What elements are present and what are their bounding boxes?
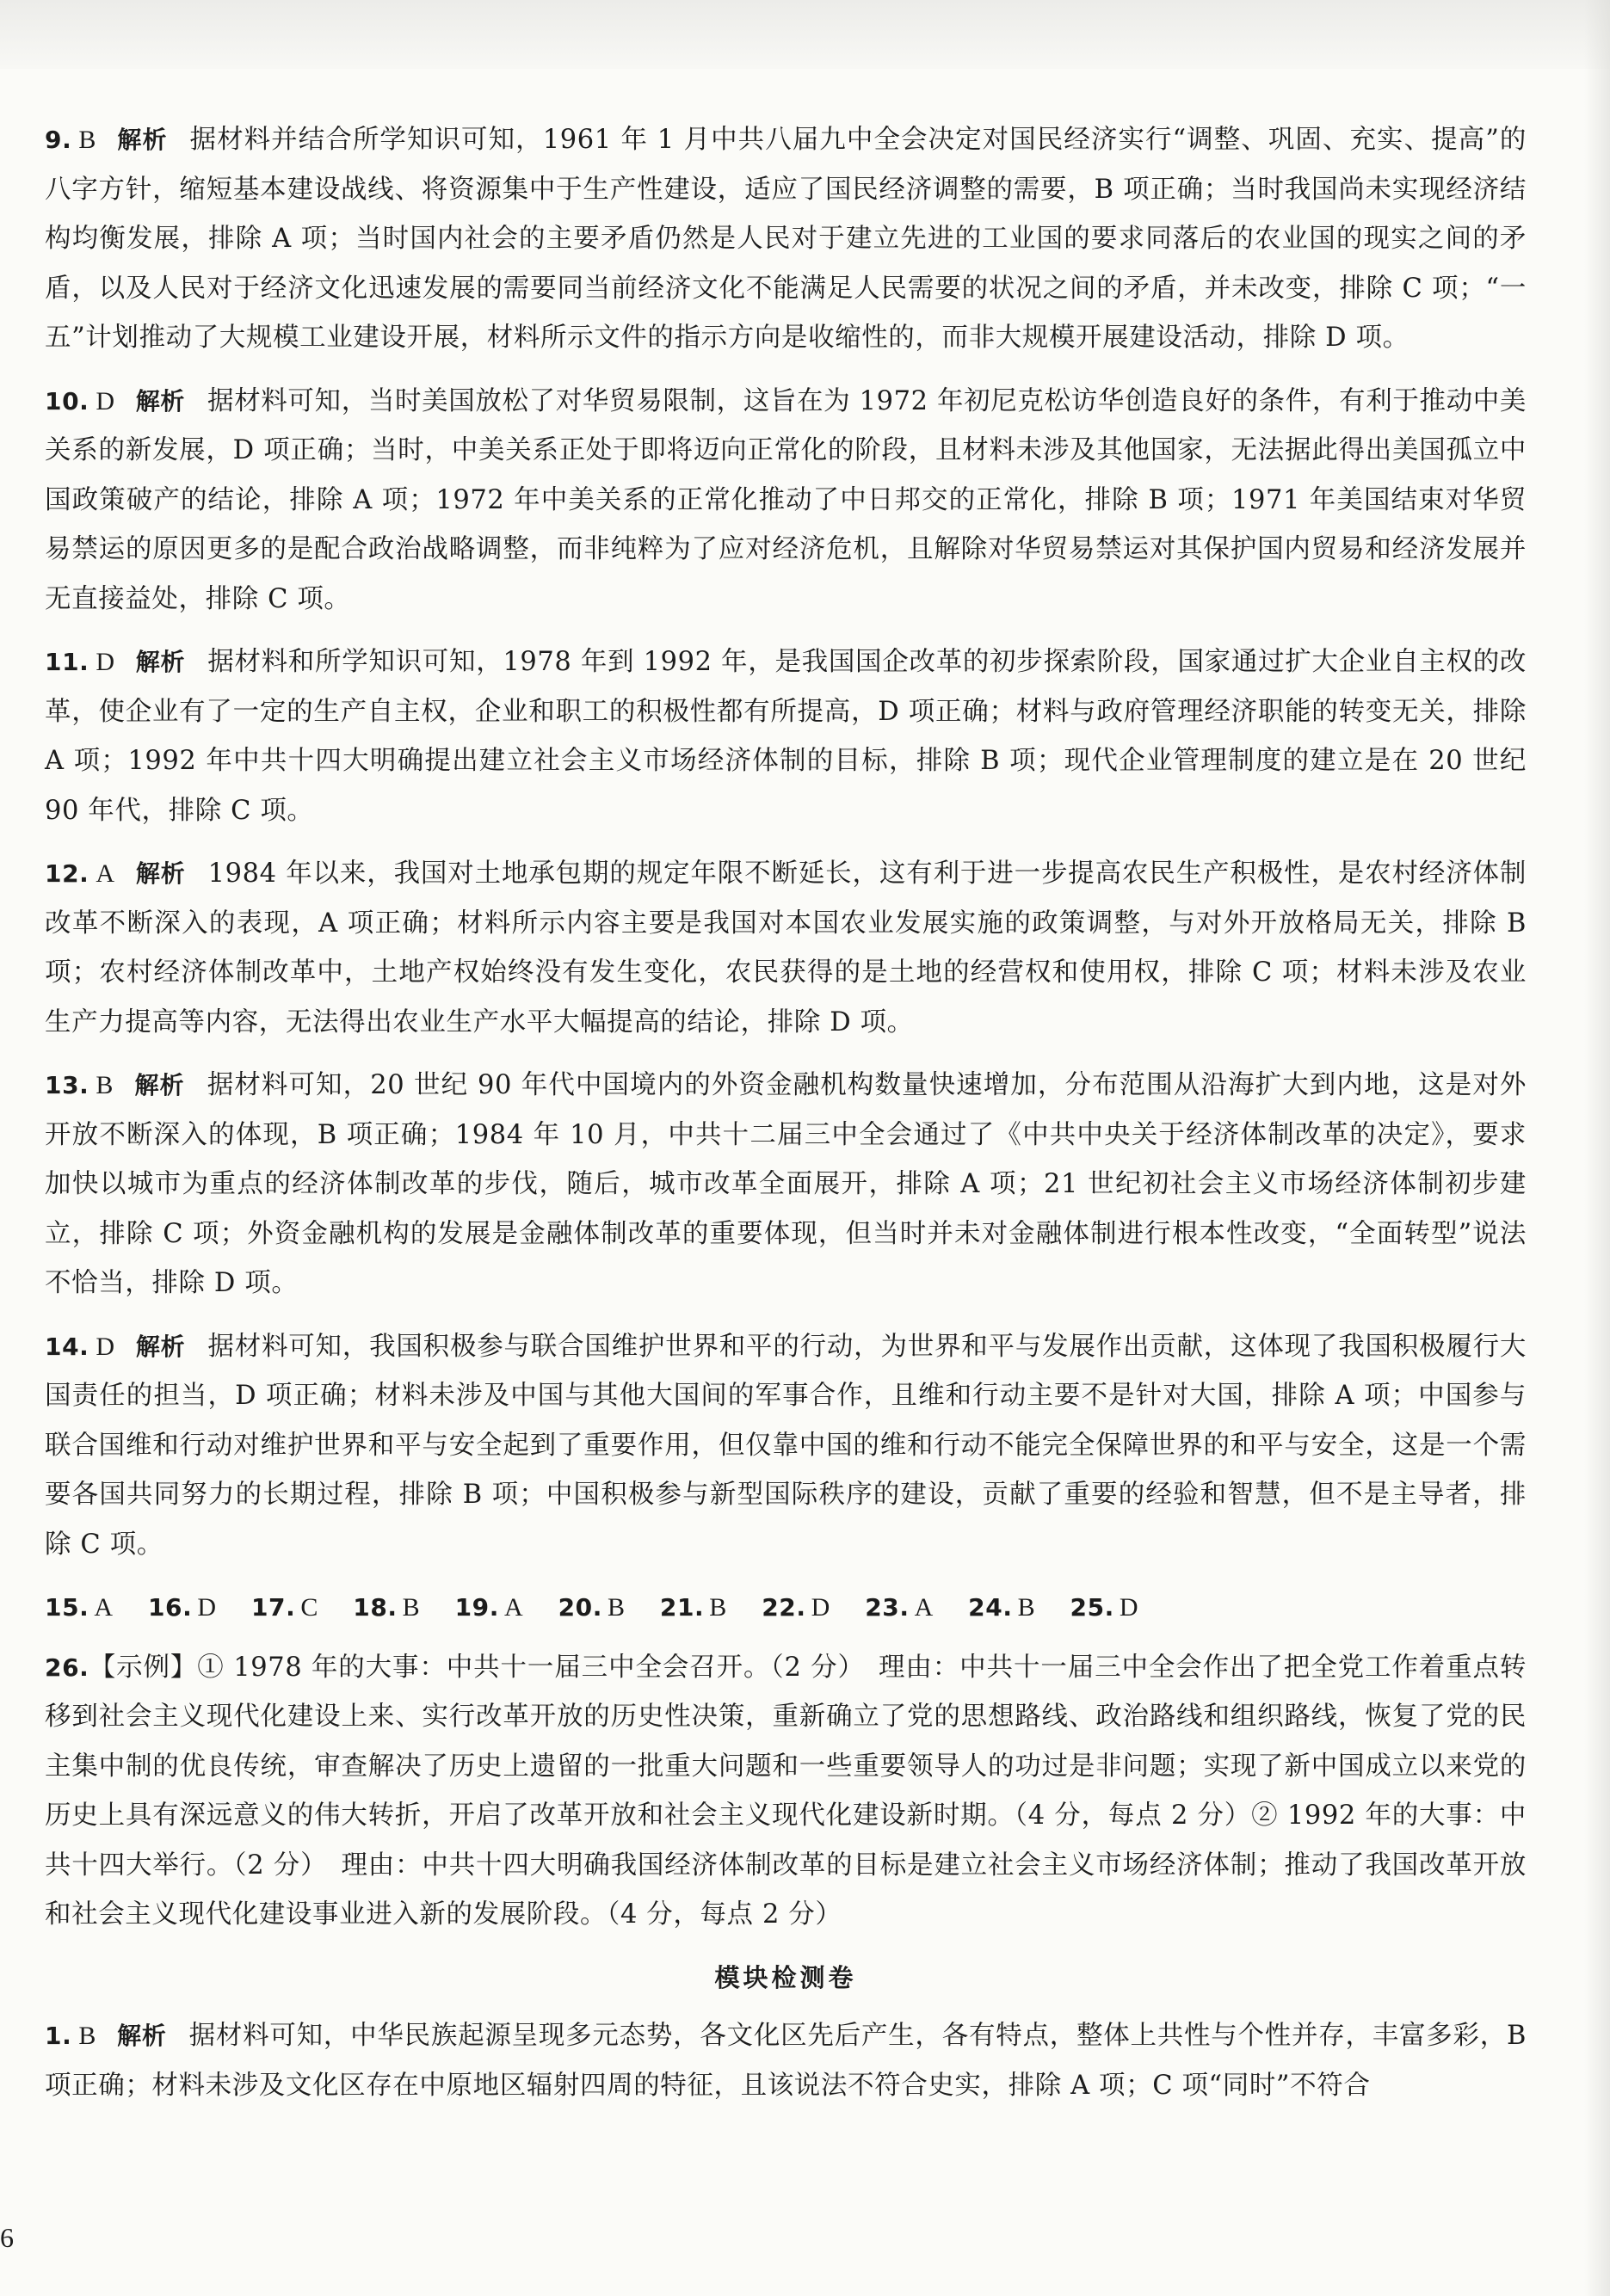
answer-choice: B [96,1071,114,1099]
question-number: 13. [45,1071,89,1099]
module-answer-item-1 [45,2011,1527,2110]
analysis-text: 据材料并结合所学知识可知，1961 年 1 月中共八届九中全会决定对国民经济实行“调整、巩固、充实、提高”的八字方针，缩短基本建设战线、将资源集中于生产性建设，适应了国民经济调整的需要，B 项正确；当时我国尚未实现经济结构均衡发展，排除 A 项；当时国内社会的主要矛盾仍然是人民对于建立先进的工业国的要求同落后的农业国的现实之间的矛盾，以及人民对于经济文化迅速发展的需要同当前经济文化不能满足人民需要的状况之间的矛盾，并未改变，排除 C 项；“一五”计划推动了大规模工业建设开展，材料所示文件的指示方向是收缩性的，而非大规模开展建设活动，排除 D 项。 [45,125,1527,353]
example-text: ① 1978 年的大事：中共十一届三中全会召开。（2 分） 理由：中共十一届三中全会作出了把全党工作着重点转移到社会主义现代化建设上来、实行改革开放的历史性决策，重新确立了党的思想路线、政治路线和组织路线，恢复了党的民主集中制的优良传统，审查解决了历史上遗留的一批重大问题和一些重要领导人的功过是非问题；实现了新中国成立以来党的历史上具有深远意义的伟大转折，开启了改革开放和社会主义现代化建设新时期。（4 分，每点 2 分）② 1992 年的大事：中共十四大举行。（2 分） 理由：中共十四大明确我国经济体制改革的目标是建立社会主义市场经济体制；推动了我国改革开放和社会主义现代化建设事业进入新的发展阶段。（4 分，每点 2 分） [45,1652,1527,1930]
quick-answer-19 [455,1592,524,1622]
quick-answer-24 [968,1592,1035,1622]
quick-answer-17 [251,1592,318,1622]
analysis-text: 据材料可知，我国积极参与联合国维护世界和平的行动，为世界和平与发展作出贡献，这体现了我国积极履行大国责任的担当，D 项正确；材料未涉及中国与其他大国间的军事合作，且维和行动主要不是针对大国，排除 A 项；中国参与联合国维和行动对维护世界和平与安全起到了重要作用，但仅靠中国的维和行动不能完全保障世界的和平与安全，这是一个需要各国共同努力的长期过程，排除 B 项；中国积极参与新型国际秩序的建设，贡献了重要的经验和智慧，但不是主导者，排除 C 项。 [45,1331,1527,1560]
answer-choice: B [607,1593,626,1622]
analysis-text: 据材料可知，当时美国放松了对华贸易限制，这旨在为 1972 年初尼克松访华创造良好的条件，有利于推动中美关系的新发展，D 项正确；当时，中美关系正处于即将迈向正常化的阶段，且材料未涉及其他国家，无法据此得出美国孤立中国政策破产的结论，排除 A 项；1972 年中美关系的正常化推动了中日邦交的正常化，排除 B 项；1971 年美国结束对华贸易禁运的原因更多的是配合政治战略调整，而非纯粹为了应对经济危机，且解除对华贸易禁运对其保护国内贸易和经济发展并无直接益处，排除 C 项。 [45,385,1527,614]
analysis-label: 解析 [135,859,186,888]
analysis-text: 据材料和所学知识可知，1978 年到 1992 年，是我国国企改革的初步探索阶段，国家通过扩大企业自主权的改革，使企业有了一定的生产自主权，企业和职工的积极性都有所提高，D 项正确；材料与政府管理经济职能的转变无关，排除 A 项；1992 年中共十四大明确提出建立社会主义市场经济体制的目标，排除 B 项；现代企业管理制度的建立是在 20 世纪 90 年代，排除 C 项。 [45,647,1527,826]
quick-answer-23 [865,1592,934,1622]
example-label: 【示例】 [89,1652,198,1683]
analysis-text: 据材料可知，20 世纪 90 年代中国境内的外资金融机构数量快速增加，分布范围从沿海扩大到内地，这是对外开放不断深入的体现，B 项正确；1984 年 10 月，中共十二届三中全会通过了《中共中央关于经济体制改革的决定》，要求加快以城市为重点的经济体制改革的步伐，随后，城市改革全面展开，排除 A 项；21 世纪初社会主义市场经济体制初步建立，排除 C 项；外资金融机构的发展是金融体制改革的重要体现，但当时并未对金融体制进行根本性改变，“全面转型”说法不恰当，排除 D 项。 [45,1070,1527,1298]
answer-choice: B [78,2022,96,2050]
analysis-label: 解析 [116,2022,167,2050]
answer-choice: B [709,1593,727,1622]
quick-answer-20 [558,1592,626,1622]
answer-choice: A [504,1593,524,1622]
answer-item-9 [45,115,1527,363]
answer-choice: A [914,1593,934,1622]
scan-top-shadow [0,0,1610,69]
question-number: 10. [45,386,89,415]
question-number: 16. [147,1593,193,1622]
answer-item-10 [45,377,1527,625]
question-number: 25. [1070,1593,1114,1622]
answer-choice: B [402,1593,421,1622]
question-number: 23. [865,1593,910,1622]
page-number: 6 [0,2222,14,2253]
question-number: 20. [558,1593,602,1622]
answer-choice: D [96,386,115,415]
question-number: 19. [454,1593,499,1622]
section-title: 模块检测卷 [714,1962,857,1992]
answer-item-26 [45,1643,1527,1940]
scan-right-shadow [1584,0,1610,2296]
answer-item-14 [45,1322,1527,1570]
question-number: 1. [45,2022,72,2050]
question-number: 17. [250,1593,296,1622]
analysis-label: 解析 [135,1332,186,1361]
quick-answer-row [45,1583,1527,1633]
question-number: 21. [659,1593,705,1622]
answer-item-13 [45,1061,1527,1308]
question-number: 22. [762,1593,806,1622]
analysis-label: 解析 [116,126,168,154]
question-number: 18. [353,1593,398,1622]
question-number: 14. [45,1332,89,1361]
answer-choice: A [94,1593,114,1622]
answer-choice: D [96,1332,115,1361]
quick-answer-18 [353,1592,420,1622]
quick-answer-25 [1070,1592,1138,1622]
analysis-label: 解析 [135,648,186,676]
quick-answer-21 [660,1592,727,1622]
question-number: 9. [45,126,72,154]
question-number: 15. [45,1593,89,1622]
analysis-label: 解析 [134,1071,185,1099]
question-number: 24. [968,1593,1013,1622]
answer-choice: D [811,1593,830,1622]
analysis-label: 解析 [135,386,185,415]
answer-item-12 [45,849,1527,1047]
answer-choice: D [96,648,115,676]
answer-choice: D [1119,1593,1139,1622]
answer-choice: D [197,1593,217,1622]
question-number: 26. [45,1653,89,1682]
quick-answer-22 [762,1592,830,1622]
analysis-text: 1984 年以来，我国对土地承包期的规定年限不断延长，这有利于进一步提高农民生产积极性，是农村经济体制改革不断深入的表现，A 项正确；材料所示内容主要是我国对本国农业发展实施的政策调整，与对外开放格局无关，排除 B 项；农村经济体制改革中，土地产权始终没有发生变化，农民获得的是土地的经营权和使用权，排除 C 项；材料未涉及农业生产力提高等内容，无法得出农业生产水平大幅提高的结论，排除 D 项。 [45,859,1527,1037]
answer-choice: B [78,126,96,154]
answer-content [45,115,1527,2124]
analysis-text: 据材料可知，中华民族起源呈现多元态势，各文化区先后产生，各有特点，整体上共性与个性并存，丰富多彩，B 项正确；材料未涉及文化区存在中原地区辐射四周的特征，且该说法不符合史实，排除 A 项；C 项“同时”不符合 [45,2021,1527,2101]
answer-choice: A [96,859,115,888]
answer-choice: B [1017,1593,1036,1622]
answer-item-11 [45,637,1527,835]
question-number: 11. [45,648,89,676]
quick-answer-15 [45,1592,114,1622]
answer-choice: C [300,1593,318,1622]
quick-answer-16 [148,1592,217,1622]
question-number: 12. [45,859,89,888]
